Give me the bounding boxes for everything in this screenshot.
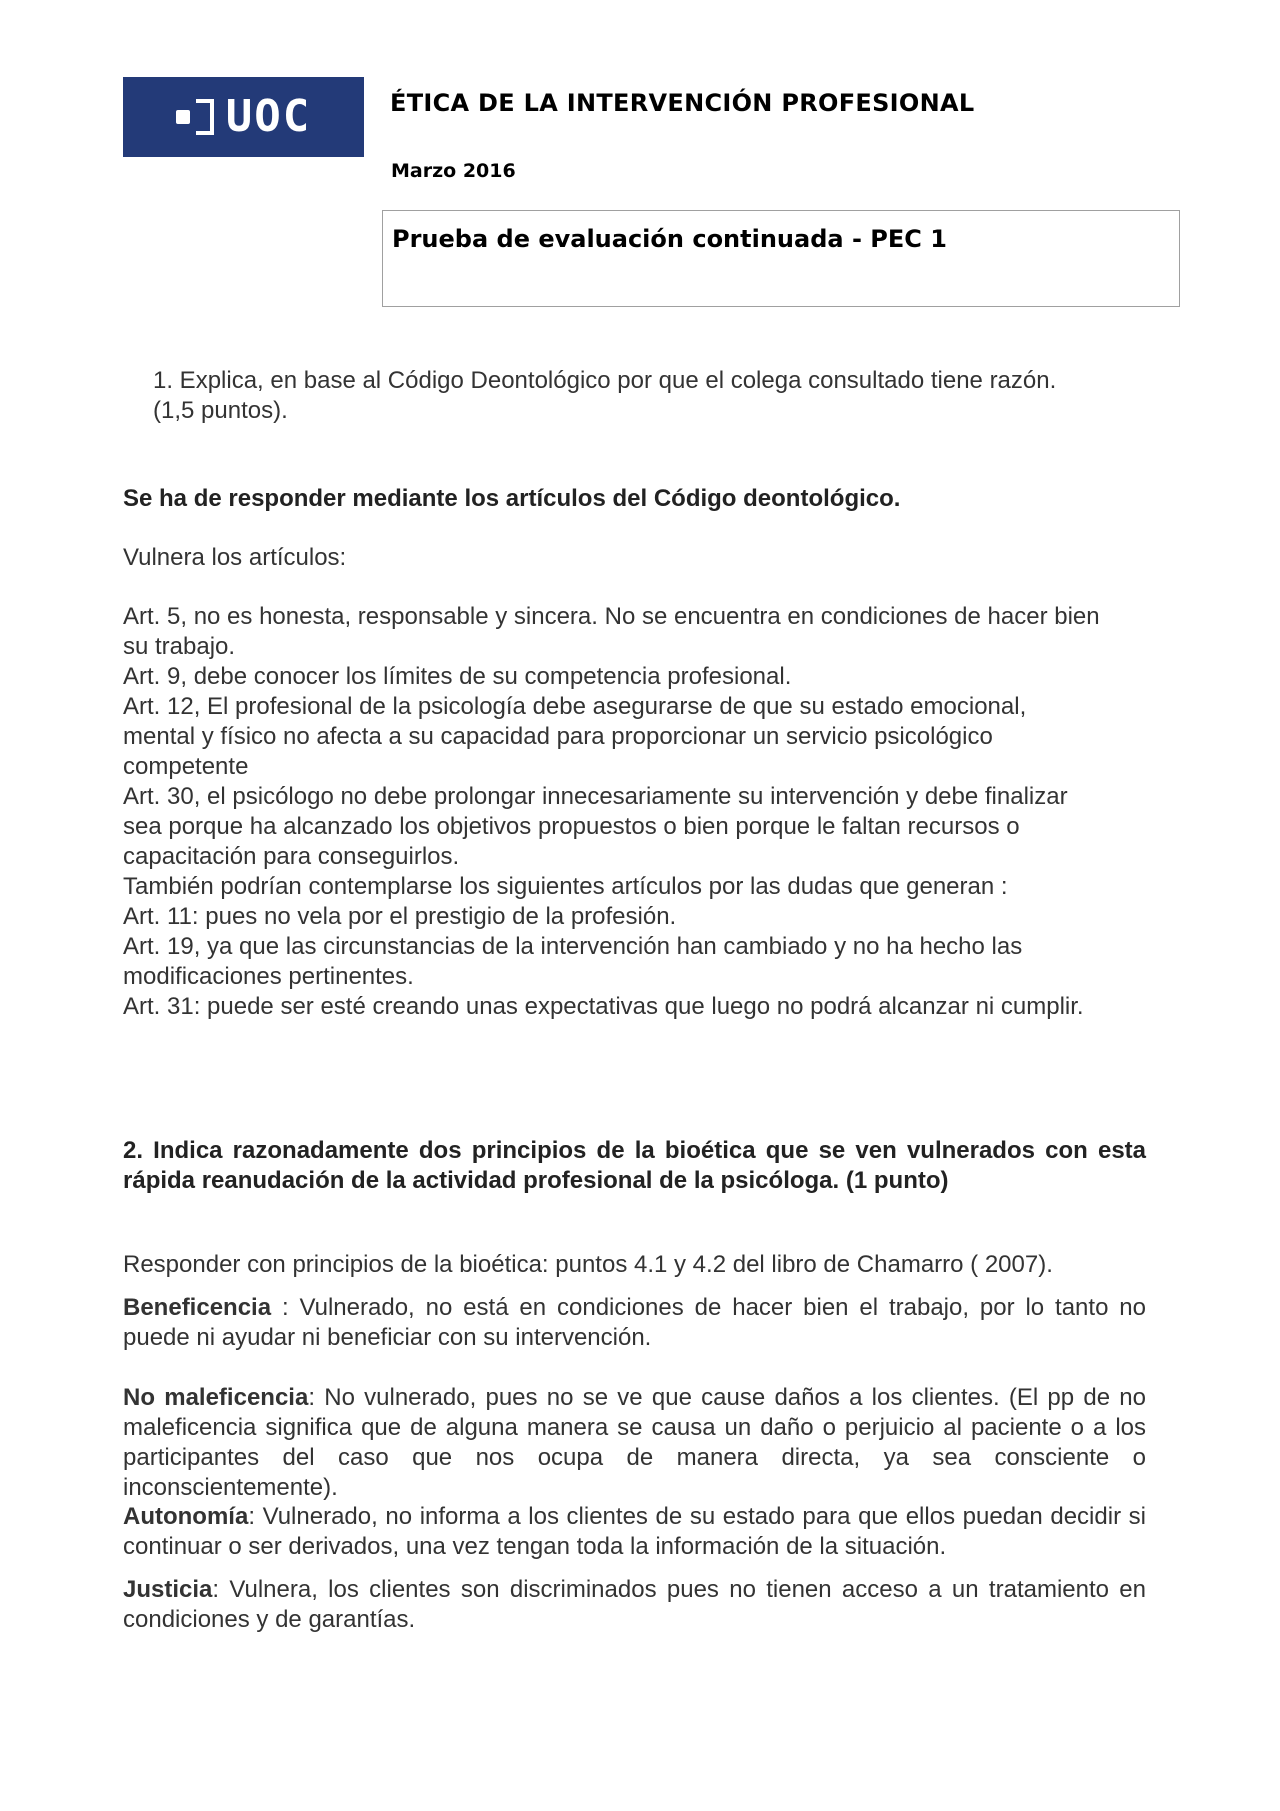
logo-bracket-icon bbox=[196, 99, 214, 135]
answer-1-articles bbox=[123, 602, 1100, 1022]
logo-text: UOC bbox=[225, 91, 312, 142]
principle-text: : Vulnera, los clientes son discriminados pues no tienen acceso a un tratamiento en condiciones y de garantías. bbox=[123, 1576, 1146, 1633]
question-1 bbox=[153, 366, 1056, 426]
uoc-logo bbox=[123, 77, 364, 157]
document-date: Marzo 2016 bbox=[391, 160, 516, 182]
article-line: sea porque ha alcanzado los objetivos propuestos o bien porque le faltan recursos o bbox=[123, 813, 1020, 840]
article-line: capacitación para conseguirlos. bbox=[123, 843, 460, 870]
answer-1-instruction: Se ha de responder mediante los artículos del Código deontológico. bbox=[123, 485, 901, 512]
article-line: competente bbox=[123, 753, 249, 780]
answer-2-intro: Responder con principios de la bioética: puntos 4.1 y 4.2 del libro de Chamarro ( 2007). bbox=[123, 1251, 1053, 1278]
principle-term: No maleficencia bbox=[123, 1384, 309, 1411]
article-line: También podrían contemplarse los siguientes artículos por las dudas que generan : bbox=[123, 873, 1008, 900]
article-line: Art. 9, debe conocer los límites de su competencia profesional. bbox=[123, 663, 792, 690]
question-1-line: 1. Explica, en base al Código Deontológico por que el colega consultado tiene razón. bbox=[153, 367, 1057, 394]
principle-autonomia bbox=[123, 1502, 1146, 1562]
article-line: Art. 12, El profesional de la psicología debe asegurarse de que su estado emocional, bbox=[123, 693, 1027, 720]
principle-no-maleficencia bbox=[123, 1383, 1146, 1503]
principle-beneficencia bbox=[123, 1293, 1146, 1353]
article-line: Art. 11: pues no vela por el prestigio de la profesión. bbox=[123, 903, 677, 930]
article-line: Art. 31: puede ser esté creando unas expectativas que luego no podrá alcanzar ni cumplir. bbox=[123, 993, 1084, 1020]
principle-term: Beneficencia bbox=[123, 1294, 272, 1321]
logo-dot-icon bbox=[176, 110, 190, 124]
article-line: mental y físico no afecta a su capacidad para proporcionar un servicio psicológico bbox=[123, 723, 993, 750]
principle-text: : No vulnerado, pues no se ve que cause daños a los clientes. (El pp de no maleficencia significa que de alguna manera se causa un daño o perjuicio al paciente o a los participantes del caso que nos ocupa de manera directa, ya sea consciente o inconscientemente). bbox=[123, 1384, 1147, 1501]
principle-justicia bbox=[123, 1575, 1146, 1635]
article-line: Art. 30, el psicólogo no debe prolongar innecesariamente su intervención y debe finalizar bbox=[123, 783, 1068, 810]
question-2: 2. Indica razonadamente dos principios de la bioética que se ven vulnerados con esta rápida reanudación de la actividad profesional de la psicóloga. (1 punto) bbox=[123, 1137, 1146, 1194]
article-line: Art. 5, no es honesta, responsable y sincera. No se encuentra en condiciones de hacer bien bbox=[123, 603, 1100, 630]
pec-title-box bbox=[382, 210, 1180, 307]
answer-1-intro: Vulnera los artículos: bbox=[123, 544, 347, 571]
article-line: modificaciones pertinentes. bbox=[123, 963, 414, 990]
principle-term: Justicia bbox=[123, 1576, 213, 1603]
principle-term: Autonomía bbox=[123, 1503, 249, 1530]
course-title: ÉTICA DE LA INTERVENCIÓN PROFESIONAL bbox=[390, 89, 975, 117]
principle-text: : Vulnerado, no está en condiciones de hacer bien el trabajo, por lo tanto no puede ni ayudar ni beneficiar con su intervención. bbox=[123, 1294, 1146, 1351]
question-1-line: (1,5 puntos). bbox=[153, 397, 288, 424]
pec-title: Prueba de evaluación continuada - PEC 1 bbox=[392, 225, 947, 253]
principle-text: : Vulnerado, no informa a los clientes de su estado para que ellos puedan decidir si continuar o ser derivados, una vez tengan toda la información de la situación. bbox=[123, 1503, 1146, 1560]
article-line: su trabajo. bbox=[123, 633, 236, 660]
article-line: Art. 19, ya que las circunstancias de la intervención han cambiado y no ha hecho las bbox=[123, 933, 1023, 960]
uoc-logo-mark bbox=[176, 91, 312, 142]
